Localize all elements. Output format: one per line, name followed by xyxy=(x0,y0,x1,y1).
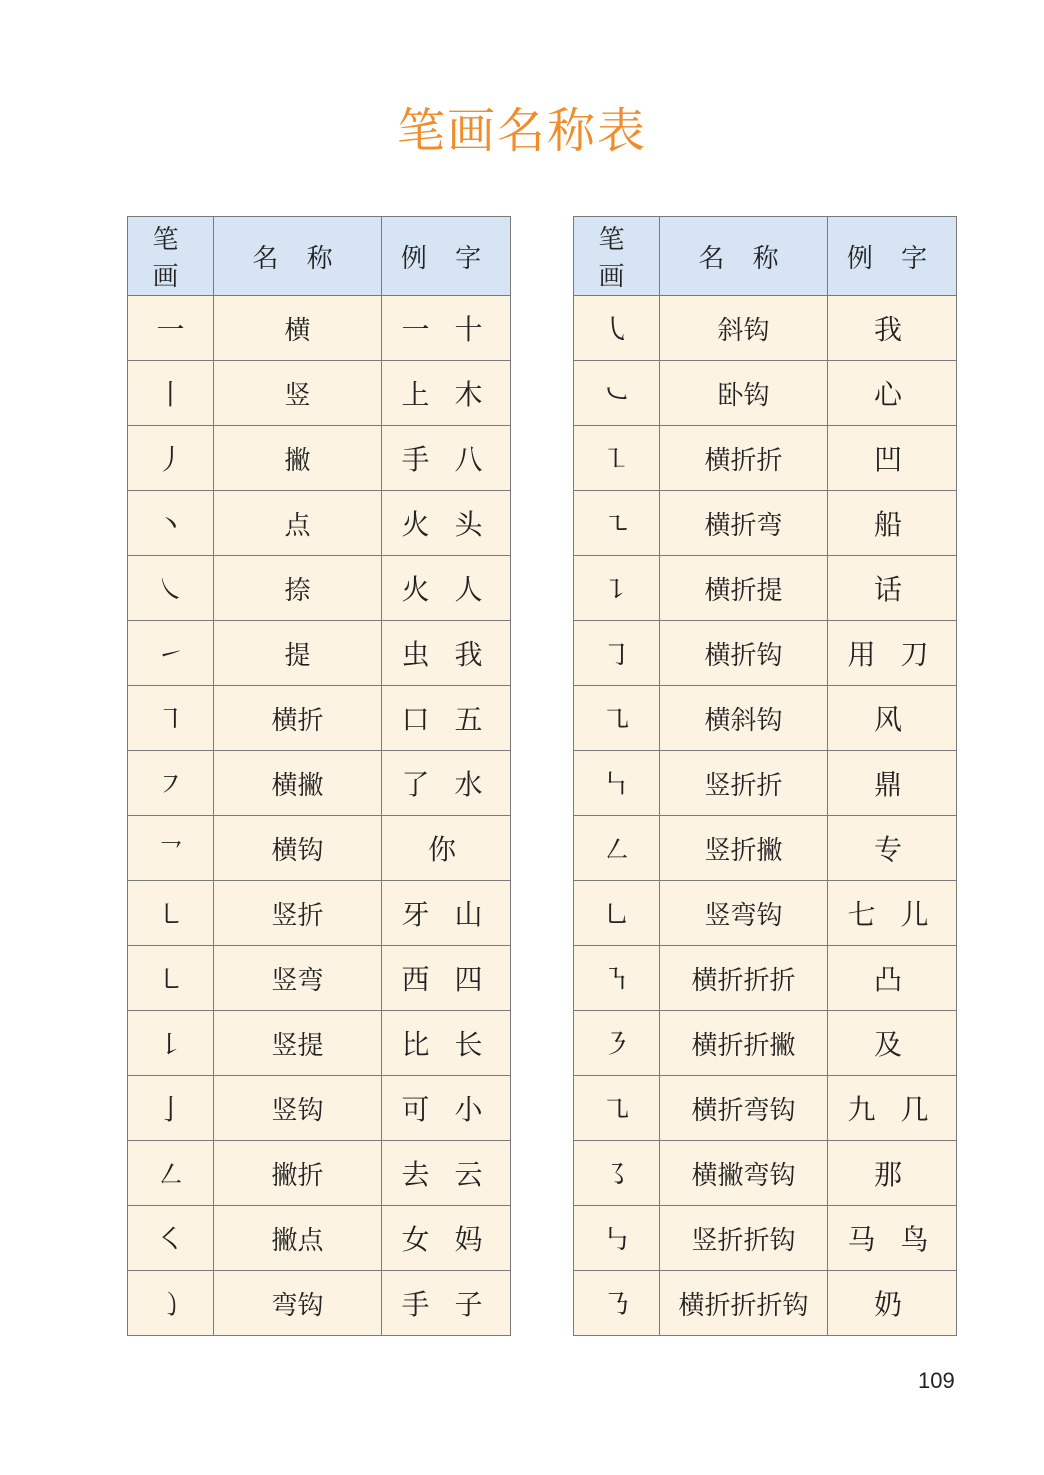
table-row xyxy=(574,1076,957,1141)
table-row xyxy=(574,1141,957,1206)
example-cell: 了 水 xyxy=(382,751,511,816)
name-cell: 竖弯 xyxy=(214,946,382,1011)
stroke-cell: ㇛ xyxy=(128,1206,214,1271)
stroke-table-left xyxy=(127,216,511,1336)
table-row xyxy=(574,881,957,946)
example-cell: 西 四 xyxy=(382,946,511,1011)
table-row xyxy=(574,1011,957,1076)
table-row xyxy=(128,1271,511,1336)
name-cell: 捺 xyxy=(214,556,382,621)
table-row xyxy=(128,296,511,361)
name-cell: 点 xyxy=(214,491,382,556)
example-cell: 九 几 xyxy=(828,1076,957,1141)
stroke-cell: ㇏ xyxy=(128,556,214,621)
example-cell: 虫 我 xyxy=(382,621,511,686)
table-row xyxy=(128,1076,511,1141)
table-row xyxy=(128,426,511,491)
example-cell: 心 xyxy=(828,361,957,426)
example-cell: 奶 xyxy=(828,1271,957,1336)
table-row xyxy=(574,1271,957,1336)
table-row xyxy=(128,881,511,946)
table-row xyxy=(574,946,957,1011)
stroke-cell: ㇈ xyxy=(574,1076,660,1141)
name-cell: 横折折折钩 xyxy=(660,1271,828,1336)
example-cell: 手 八 xyxy=(382,426,511,491)
example-cell: 专 xyxy=(828,816,957,881)
stroke-cell: ㇡ xyxy=(574,1271,660,1336)
stroke-cell: 丨 xyxy=(128,361,214,426)
example-cell: 我 xyxy=(828,296,957,361)
stroke-cell: ㇅ xyxy=(574,426,660,491)
name-cell: 横折钩 xyxy=(660,621,828,686)
name-cell: 横折弯钩 xyxy=(660,1076,828,1141)
name-cell: 横撇 xyxy=(214,751,382,816)
name-cell: 撇点 xyxy=(214,1206,382,1271)
table-row xyxy=(574,361,957,426)
table-row xyxy=(128,1011,511,1076)
example-cell: 马 鸟 xyxy=(828,1206,957,1271)
table-row xyxy=(128,946,511,1011)
name-cell: 竖折撇 xyxy=(660,816,828,881)
header-name: 名 称 xyxy=(660,217,828,296)
example-cell: 牙 山 xyxy=(382,881,511,946)
table-row xyxy=(128,751,511,816)
table-row xyxy=(128,556,511,621)
name-cell: 横折折折 xyxy=(660,946,828,1011)
example-cell: 比 长 xyxy=(382,1011,511,1076)
stroke-cell: ㇜ xyxy=(128,1141,214,1206)
stroke-cell: ㇌ xyxy=(574,1141,660,1206)
table-row xyxy=(128,1206,511,1271)
table-header-row xyxy=(128,217,511,296)
stroke-cell: ㇎ xyxy=(574,946,660,1011)
stroke-cell: ㇙ xyxy=(128,1011,214,1076)
table-row xyxy=(574,426,957,491)
stroke-cell: ㇍ xyxy=(574,491,660,556)
stroke-cell: 一 xyxy=(128,296,214,361)
table-row xyxy=(128,621,511,686)
table-row xyxy=(128,1141,511,1206)
name-cell: 竖弯钩 xyxy=(660,881,828,946)
stroke-table-right xyxy=(573,216,957,1336)
table-row xyxy=(574,686,957,751)
name-cell: 横折折撇 xyxy=(660,1011,828,1076)
example-cell: 你 xyxy=(382,816,511,881)
table-row xyxy=(128,361,511,426)
name-cell: 竖 xyxy=(214,361,382,426)
name-cell: 横折折 xyxy=(660,426,828,491)
name-cell: 横折弯 xyxy=(660,491,828,556)
example-cell: 上 木 xyxy=(382,361,511,426)
stroke-cell: ㇈ xyxy=(574,686,660,751)
example-cell: 火 头 xyxy=(382,491,511,556)
example-cell: 那 xyxy=(828,1141,957,1206)
header-stroke: 笔 画 xyxy=(128,217,214,296)
table-row xyxy=(574,751,957,816)
table-row xyxy=(574,816,957,881)
name-cell: 弯钩 xyxy=(214,1271,382,1336)
table-header-row xyxy=(574,217,957,296)
name-cell: 撇折 xyxy=(214,1141,382,1206)
name-cell: 横折 xyxy=(214,686,382,751)
table-row xyxy=(574,556,957,621)
stroke-cell: ㇂ xyxy=(574,296,660,361)
page-number: 109 xyxy=(918,1368,955,1393)
name-cell: 竖折折 xyxy=(660,751,828,816)
header-name: 名 称 xyxy=(214,217,382,296)
name-cell: 斜钩 xyxy=(660,296,828,361)
example-cell: 火 人 xyxy=(382,556,511,621)
stroke-cell: ㇆ xyxy=(574,621,660,686)
header-stroke: 笔 画 xyxy=(574,217,660,296)
name-cell: 提 xyxy=(214,621,382,686)
stroke-cell: ㇟ xyxy=(574,881,660,946)
example-cell: 风 xyxy=(828,686,957,751)
stroke-cell: ㇀ xyxy=(128,621,214,686)
stroke-cell: 丶 xyxy=(128,491,214,556)
name-cell: 横斜钩 xyxy=(660,686,828,751)
name-cell: 竖钩 xyxy=(214,1076,382,1141)
name-cell: 横撇弯钩 xyxy=(660,1141,828,1206)
example-cell: 及 xyxy=(828,1011,957,1076)
example-cell: 话 xyxy=(828,556,957,621)
table-row xyxy=(574,621,957,686)
stroke-cell: ㇞ xyxy=(574,751,660,816)
stroke-cell: ㇊ xyxy=(574,556,660,621)
example-cell: 用 刀 xyxy=(828,621,957,686)
name-cell: 横 xyxy=(214,296,382,361)
stroke-cell: ㇕ xyxy=(128,686,214,751)
example-cell: 女 妈 xyxy=(382,1206,511,1271)
name-cell: 横折提 xyxy=(660,556,828,621)
table-row xyxy=(128,491,511,556)
table-row xyxy=(128,686,511,751)
example-cell: 鼎 xyxy=(828,751,957,816)
name-cell: 竖提 xyxy=(214,1011,382,1076)
stroke-cell: ㇃ xyxy=(574,361,660,426)
example-cell: 一 十 xyxy=(382,296,511,361)
table-row xyxy=(128,816,511,881)
stroke-cell: ㇉ xyxy=(574,1206,660,1271)
name-cell: 竖折 xyxy=(214,881,382,946)
table-row xyxy=(574,491,957,556)
example-cell: 手 子 xyxy=(382,1271,511,1336)
stroke-cell: ㇋ xyxy=(574,1011,660,1076)
stroke-cell: ㇄ xyxy=(128,946,214,1011)
example-cell: 凸 xyxy=(828,946,957,1011)
page-title: 笔画名称表 xyxy=(396,103,647,159)
name-cell: 撇 xyxy=(214,426,382,491)
table-row xyxy=(574,296,957,361)
example-cell: 去 云 xyxy=(382,1141,511,1206)
header-example: 例 字 xyxy=(382,217,511,296)
stroke-cell: ㇄ xyxy=(128,881,214,946)
header-example: 例 字 xyxy=(828,217,957,296)
stroke-cell: ㇜ xyxy=(574,816,660,881)
example-cell: 口 五 xyxy=(382,686,511,751)
stroke-cell: ㇁ xyxy=(128,1271,214,1336)
stroke-cell: ㇇ xyxy=(128,751,214,816)
stroke-cell: 丿 xyxy=(128,426,214,491)
example-cell: 可 小 xyxy=(382,1076,511,1141)
name-cell: 卧钩 xyxy=(660,361,828,426)
example-cell: 凹 xyxy=(828,426,957,491)
stroke-cell: 亅 xyxy=(128,1076,214,1141)
stroke-cell: ㇖ xyxy=(128,816,214,881)
table-row xyxy=(574,1206,957,1271)
example-cell: 船 xyxy=(828,491,957,556)
example-cell: 七 儿 xyxy=(828,881,957,946)
name-cell: 横钩 xyxy=(214,816,382,881)
name-cell: 竖折折钩 xyxy=(660,1206,828,1271)
